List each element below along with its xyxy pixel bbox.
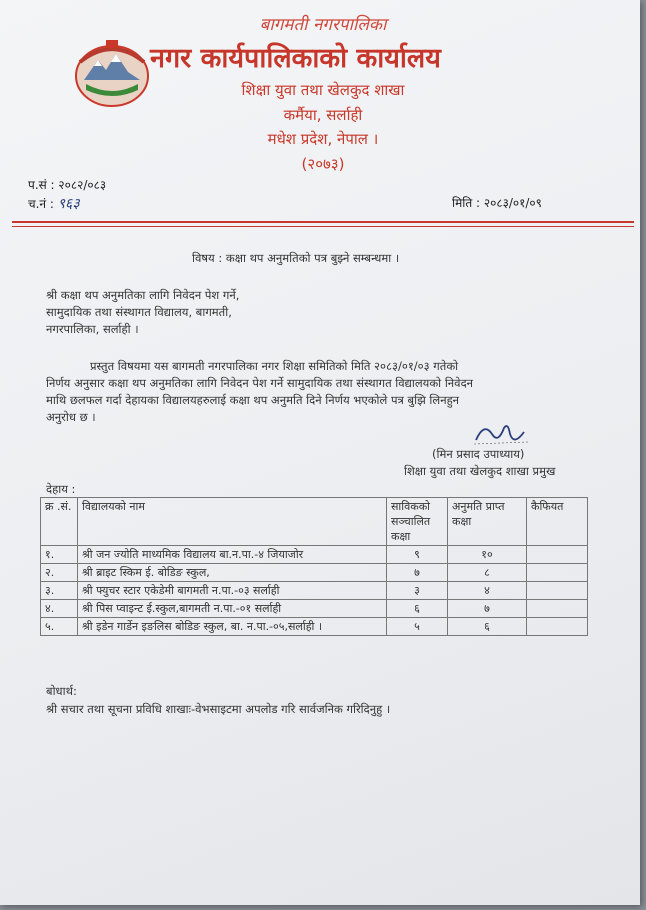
cc-label: बोधार्थ: — [46, 684, 77, 698]
column-header: साविकको सञ्चालित कक्षा — [387, 498, 448, 546]
table-header-row — [41, 498, 588, 546]
body-line: माथि छलफल गर्दा देहायका विद्यालयहरुलाई कक्षा थप अनुमति दिने निर्णय भएकोले पत्र बुझि लिनहुन — [46, 393, 460, 407]
signatory-title: शिक्षा युवा तथा खेलकुद शाखा प्रमुख — [404, 464, 556, 478]
cc-text: श्री सचार तथा सूचना प्रविधि शाखाः-वेभसाइटमा अपलोड गरि सार्वजनिक गरिदिनुहु । — [46, 702, 391, 716]
cell-serial: ३. — [41, 582, 78, 600]
cell-permitted-class: ८ — [448, 564, 527, 582]
body-line: प्रस्तुत विषयमा यस बागमती नगरपालिका नगर शिक्षा समितिको मिति २०८३/०१/०३ गतेको — [90, 359, 459, 373]
column-header: अनुमति प्राप्त कक्षा — [448, 498, 527, 546]
body-line: अनुरोध छ । — [46, 410, 96, 424]
cell-serial: ५. — [41, 618, 78, 636]
dispatch-label: च.नं : — [28, 197, 54, 211]
table-row — [41, 546, 588, 564]
established-year: (२०७३) — [301, 155, 345, 173]
province-name: मधेश प्रदेश, नेपाल । — [267, 130, 379, 148]
cell-existing-class: ९ — [387, 546, 448, 564]
dispatch-value: ९६३ — [57, 196, 80, 212]
cell-permitted-class: १० — [448, 546, 527, 564]
cell-remarks — [527, 546, 588, 564]
letter-date: मिति : २०८३/०१/०९ — [452, 196, 542, 210]
subject-line: विषय : कक्षा थप अनुमतिको पत्र बुझ्ने सम्बन्धमा । — [192, 251, 400, 265]
table-row — [41, 618, 588, 636]
cell-school-name: श्री जन ज्योति माध्यमिक विद्यालय बा.न.पा.-४ जियाजोर — [78, 546, 387, 564]
cell-existing-class: ५ — [387, 618, 448, 636]
header-rule — [12, 221, 634, 223]
branch-name: शिक्षा युवा तथा खेलकुद शाखा — [241, 81, 405, 99]
cell-existing-class: ७ — [387, 564, 448, 582]
cell-remarks — [527, 564, 588, 582]
place-name: कर्मैया, सर्लाही — [283, 106, 363, 124]
addressee-line: श्री कक्षा थप अनुमतिका लागि निवेदन पेश गर्ने, — [46, 288, 240, 302]
cell-remarks — [527, 618, 588, 636]
cell-serial: ४. — [41, 600, 78, 618]
municipality-name: बागमती नगरपालिका — [259, 15, 387, 35]
cell-existing-class: ६ — [387, 600, 448, 618]
school-permission-table — [40, 497, 588, 636]
cell-school-name: श्री ब्राइट स्किम ई. बोडिङ स्कुल, — [78, 564, 387, 582]
office-title: नगर कार्यपालिकाको कार्यालय — [150, 43, 441, 74]
cell-remarks — [527, 582, 588, 600]
table-row — [41, 600, 588, 618]
dispatch-number — [28, 194, 80, 213]
body-line: निर्णय अनुसार कक्षा थप अनुमतिका लागि निवेदन पेश गर्ने सामुदायिक तथा संस्थागत विद्यालयको निवेदन — [46, 376, 474, 390]
addressee-line: सामुदायिक तथा संस्थागत विद्यालय, बागमती, — [46, 305, 232, 319]
cell-school-name: श्री इडेन गार्डेन इङलिस बोडिङ स्कुल, बा. न.पा.-०५,सर्लाही । — [78, 618, 387, 636]
addressee-line: नगरपालिका, सर्लाही । — [46, 322, 139, 336]
cell-school-name: श्री पिस प्वाइन्ट ई.स्कुल,बागमती न.पा.-०१ सर्लाही — [78, 600, 387, 618]
cell-permitted-class: ४ — [448, 582, 527, 600]
column-header: विद्यालयको नाम — [78, 498, 387, 546]
table-row — [41, 564, 588, 582]
table-row — [41, 582, 588, 600]
cell-remarks — [527, 600, 588, 618]
cell-school-name: श्री फ्युचर स्टार एकेडेमी बागमती न.पा.-०३ सर्लाही — [78, 582, 387, 600]
column-header: कैफियत — [527, 498, 588, 546]
signatory-name: (मिन प्रसाद उपाध्याय) — [432, 447, 525, 461]
column-header: क्र .सं. — [41, 498, 78, 546]
table-caption: देहाय : — [46, 482, 76, 496]
cell-existing-class: ३ — [387, 582, 448, 600]
cell-permitted-class: ७ — [448, 600, 527, 618]
cell-permitted-class: ६ — [448, 618, 527, 636]
cell-serial: १. — [41, 546, 78, 564]
header-rule-thin — [12, 226, 634, 227]
letter-number: प.सं : २०८२/०८३ — [28, 178, 107, 192]
cell-serial: २. — [41, 564, 78, 582]
